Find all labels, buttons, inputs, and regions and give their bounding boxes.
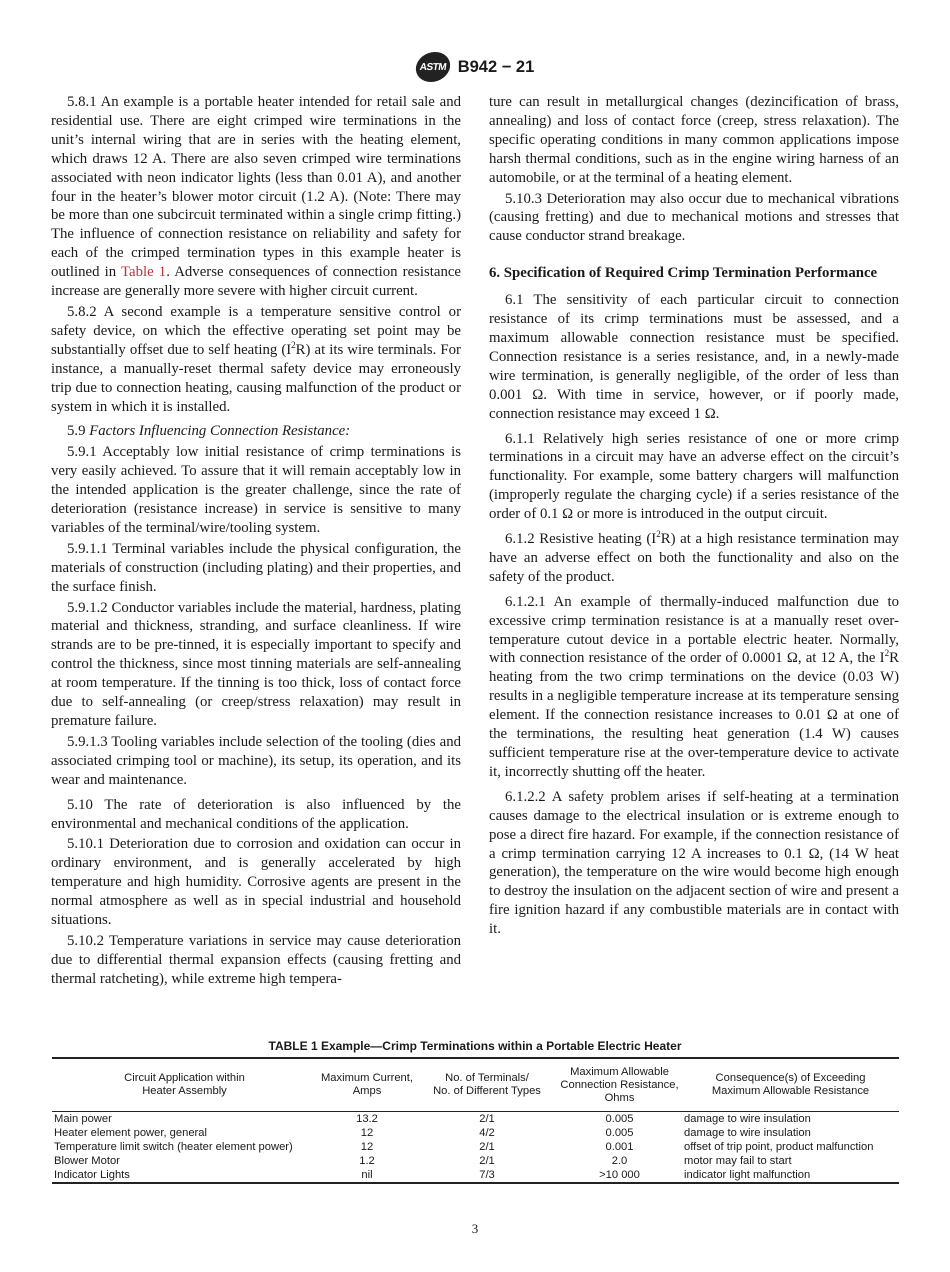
table-row (52, 1140, 899, 1154)
table-row (52, 1112, 899, 1127)
paragraph-5-10-3: 5.10.3 Deterioration may also occur due to mechanical vibrations (causing fretting) and due to mechanical motions and stresses that cause conductor strand breakage. (489, 190, 899, 245)
table-cell: offset of trip point, product malfunction (684, 1140, 874, 1153)
table-cell: 12 (360, 1126, 374, 1139)
page-number: 3 (471, 1221, 479, 1236)
table-cell: Blower Motor (54, 1154, 120, 1167)
paragraph-5-10: 5.10 The rate of deterioration is also influenced by the environmental and mechanical conditions of the application. (51, 796, 461, 832)
paragraph-6-1-1: 6.1.1 Relatively high series resistance of one or more crimp terminations in a circuit may have an adverse effect on the circuit’s functionality. For example, some battery chargers will malfunction (improperly regulate the charging cycle) if a series resistance of the order of 0.1 Ω or more is introduced in the output circuit. (489, 430, 899, 523)
paragraph-6-1: 6.1 The sensitivity of each particular circuit to connection resistance of its crimp terminations must be assessed, and a maximum allowable connection resistance must be specified. Connection resistance is a series resistance, and, in a newly-made wire termination, is generally negligible, of the order of less than 0.001 Ω. With time in service, however, or if poorly made, connection resistance may exceed 1 Ω. (489, 292, 899, 422)
standard-designation: B942 − 21 (457, 57, 535, 76)
paragraph-5-9: 5.9 Factors Influencing Connection Resistance: (67, 423, 351, 440)
table-cell: 0.005 (605, 1112, 634, 1125)
paragraph-5-8-2: 5.8.2 A second example is a temperature sensitive control or safety device, on which the effective operating set point may be substantially offset due to self heating $(I^2R)$ at its wire terminals. For instance, a manually-reset thermal safety device may erroneously trip due to connection heating, causing malfunction of the product or system in which it is installed. (51, 303, 461, 415)
table-cell: 0.005 (605, 1126, 634, 1139)
table-cell: 2.0 (611, 1154, 628, 1167)
section-6-heading: 6. Specification of Required Crimp Termination Performance (489, 265, 878, 282)
column-header: Consequence(s) of Exceeding Maximum Allowable Resistance (682, 1058, 899, 1112)
right-column (489, 93, 899, 941)
table-cell: Main power (54, 1112, 112, 1125)
paragraph-5-9-1: 5.9.1 Acceptably low initial resistance of crimp terminations is very easily achieved. To assure that it will remain acceptably low in the intended application is the greater challenge, since the rate of deterioration (resistance increase) in service is sensitive to many variables of the terminal/wire/tooling system. (51, 444, 461, 536)
table-cell: 1.2 (359, 1154, 375, 1167)
paragraph-5-9-1-1: 5.9.1.1 Terminal variables include the physical configuration, the materials of construction (including plating) and their properties, and the surface finish. (51, 540, 461, 595)
paragraph-5-8-1: 5.8.1 An example is a portable heater intended for retail sale and residential use. There are eight crimped wire terminations in the unit’s internal wiring that are in series with the heating element, which draws 12 A. There are also seven crimped wire terminations associated with neon indicator lights (less than 0.01 A), and another four in the heater’s blower motor circuit (1.2 A). (Note: There may be more than one subcircuit terminated within a single crimp fitting.) The influence of connection resistance on reliability and safety for each of the crimped termination types in this example heater is outlined in Table 1. Adverse consequences of connection resistance increase are generally more severe with higher circuit current. (51, 94, 461, 300)
table-cell: motor may fail to start (684, 1154, 792, 1167)
table-cell: 12 (360, 1140, 374, 1153)
paragraph-continuation: ture can result in metallurgical changes (dezincification of brass, annealing) and loss of contact force (creep, stress relaxation). The specific operating conditions in many common applications impose harsh thermal conditions, such as in the engine wiring harness of an automobile, or at the terminal of a heating element. (489, 94, 899, 186)
page-header (0, 52, 950, 82)
paragraph-6-1-2-2: 6.1.2.2 A safety problem arises if self-heating at a termination causes damage to the electrical insulation or is extreme enough to pose a direct fire hazard. For example, if the connection resistance of a crimp termination carrying 12 A increases to 0.1 Ω, (14 W heat generation), the temperature on the wire would become high enough to destroy the insulation on the adjacent section of wire and present a fire ignition hazard if any combustible materials are in contact with it. (489, 788, 899, 938)
table-cell: 7/3 (417, 1168, 557, 1183)
astm-logo-icon: ASTM (414, 52, 452, 82)
table-1-link[interactable]: Table 1 (121, 264, 167, 281)
paragraph-5-10-2: 5.10.2 Temperature variations in service may cause deterioration due to differential thermal expansion effects (causing fretting and thermal ratcheting), while extreme high tempera- (51, 932, 461, 987)
table-cell: 0.001 (605, 1140, 634, 1153)
table-row (52, 1126, 899, 1140)
table-cell: Indicator Lights (52, 1168, 317, 1183)
table-cell: 2/1 (479, 1154, 495, 1167)
left-column (51, 93, 461, 991)
column-header: Circuit Application within Heater Assembly (52, 1058, 317, 1112)
table-cell: Heater element power, general (54, 1126, 207, 1139)
table-header-row (52, 1058, 899, 1112)
table-cell: >10 000 (557, 1168, 682, 1183)
table-cell: Temperature limit switch (heater element power) (54, 1140, 293, 1153)
table-cell: 2/1 (479, 1112, 495, 1125)
paragraph-5-9-1-2: 5.9.1.2 Conductor variables include the material, hardness, plating material and thickness, stranding, and surface cleanliness. If wire strands are to be pre-tinned, it is especially important to specify and control the thickness, since most tinning materials are self-annealing at room temperature. If the tinning is too thick, loss of contact force due to self-annealing (or creep/stress relaxation) may result in premature failure. (51, 599, 461, 729)
table-1-caption: TABLE 1 Example—Crimp Terminations within a Portable Electric Heater (268, 1039, 682, 1053)
table-1 (52, 1057, 899, 1184)
table-row (52, 1168, 899, 1183)
table-cell: 2/1 (479, 1140, 495, 1153)
paragraph-5-9-1-3: 5.9.1.3 Tooling variables include selection of the tooling (dies and associated crimping tool or machine), its setup, its operation, and its wear and maintenance. (51, 733, 461, 788)
table-row (52, 1154, 899, 1168)
column-header: Maximum Allowable Connection Resistance, Ohms (557, 1058, 682, 1112)
column-header: Maximum Current, Amps (317, 1058, 417, 1112)
table-cell: nil (317, 1168, 417, 1183)
table-cell: indicator light malfunction (682, 1168, 899, 1183)
paragraph-5-10-1: 5.10.1 Deterioration due to corrosion and oxidation can occur in ordinary environment, and is generally accelerated by high temperature and high humidity. Corrosive agents are present in the normal atmosphere as well as in special industrial and household situations. (51, 836, 461, 929)
table-cell: 4/2 (479, 1126, 495, 1139)
table-cell: damage to wire insulation (684, 1112, 811, 1125)
table-cell: damage to wire insulation (684, 1126, 811, 1139)
column-header: No. of Terminals/ No. of Different Types (417, 1058, 557, 1112)
paragraph-6-1-2: 6.1.2 Resistive heating $(I^2R)$ at a high resistance termination may have an adverse effect on both the functionality and also on the safety of the product. (489, 529, 899, 585)
table-cell: 13.2 (356, 1112, 378, 1125)
paragraph-6-1-2-1: 6.1.2.1 An example of thermally-induced malfunction due to excessive crimp termination resistance is at a manually reset over-temperature cutout device in a portable electric heater. Normally, with connection resistance of the order of 0.0001 Ω, at 12 A, the $I^2R$ heating from the two crimp terminations on the device (0.03 W) results in a negligible temperature increase at its temperature sensing element. If the connection resistance increases to 0.01 Ω at one of the terminations, the resulting heat generation (1.4 W) causes sufficient temperature rise at the over-temperature device to activate it, incorrectly shutting off the heater. (489, 593, 899, 780)
